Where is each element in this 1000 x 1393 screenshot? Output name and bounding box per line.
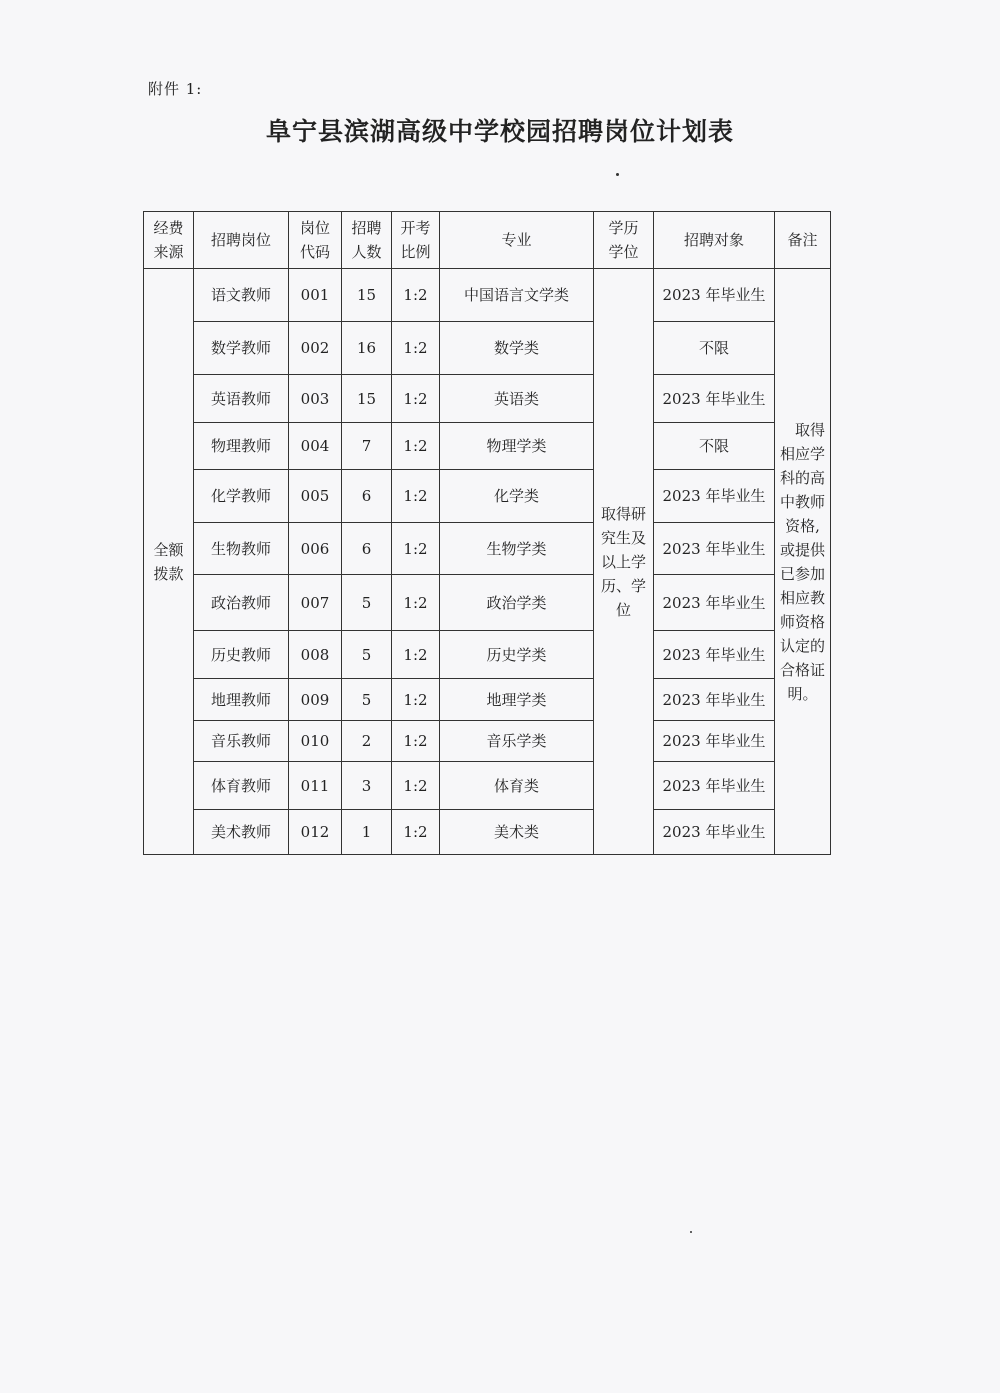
post-cell: 体育教师 (194, 762, 289, 810)
table-row (144, 631, 831, 679)
table-row (144, 523, 831, 575)
code-cell: 005 (289, 470, 342, 523)
major-cell: 历史学类 (440, 631, 594, 679)
target-cell: 2023 年毕业生 (654, 269, 775, 322)
table-row (144, 721, 831, 762)
table-row (144, 423, 831, 470)
code-cell: 004 (289, 423, 342, 470)
ratio-cell: 1:2 (392, 269, 440, 322)
ratio-cell: 1:2 (392, 810, 440, 855)
ratio-cell: 1:2 (392, 575, 440, 631)
target-cell: 2023 年毕业生 (654, 721, 775, 762)
table-row (144, 322, 831, 375)
code-cell: 003 (289, 375, 342, 423)
code-cell: 008 (289, 631, 342, 679)
code-cell: 002 (289, 322, 342, 375)
target-cell: 2023 年毕业生 (654, 375, 775, 423)
count-cell: 6 (342, 470, 392, 523)
count-cell: 3 (342, 762, 392, 810)
count-cell: 7 (342, 423, 392, 470)
target-cell: 2023 年毕业生 (654, 679, 775, 721)
ratio-cell: 1:2 (392, 721, 440, 762)
note-cell: 取得 相应学 科的高 中教师 资格, 或提供 已参加 相应教 师资格 认定的 合格证 明。 (775, 269, 831, 855)
major-cell: 中国语言文学类 (440, 269, 594, 322)
count-cell: 1 (342, 810, 392, 855)
post-cell: 语文教师 (194, 269, 289, 322)
table-row (144, 810, 831, 855)
post-cell: 物理教师 (194, 423, 289, 470)
count-cell: 5 (342, 631, 392, 679)
header-count: 招聘 人数 (342, 212, 392, 269)
major-cell: 数学类 (440, 322, 594, 375)
count-cell: 2 (342, 721, 392, 762)
post-cell: 生物教师 (194, 523, 289, 575)
major-cell: 生物学类 (440, 523, 594, 575)
major-cell: 物理学类 (440, 423, 594, 470)
code-cell: 006 (289, 523, 342, 575)
target-cell: 2023 年毕业生 (654, 470, 775, 523)
code-cell: 012 (289, 810, 342, 855)
post-cell: 数学教师 (194, 322, 289, 375)
post-cell: 政治教师 (194, 575, 289, 631)
count-cell: 5 (342, 679, 392, 721)
major-cell: 美术类 (440, 810, 594, 855)
scan-speck (690, 1231, 692, 1233)
post-cell: 美术教师 (194, 810, 289, 855)
header-education: 学历 学位 (594, 212, 654, 269)
target-cell: 2023 年毕业生 (654, 523, 775, 575)
target-cell: 2023 年毕业生 (654, 575, 775, 631)
ratio-cell: 1:2 (392, 423, 440, 470)
ratio-cell: 1:2 (392, 679, 440, 721)
education-cell: 取得研 究生及 以上学 历、学 位 (594, 269, 654, 855)
table-row (144, 679, 831, 721)
major-cell: 政治学类 (440, 575, 594, 631)
code-cell: 011 (289, 762, 342, 810)
target-cell: 不限 (654, 423, 775, 470)
count-cell: 6 (342, 523, 392, 575)
target-cell: 2023 年毕业生 (654, 762, 775, 810)
major-cell: 化学类 (440, 470, 594, 523)
header-funding: 经费 来源 (144, 212, 194, 269)
post-cell: 英语教师 (194, 375, 289, 423)
table-row (144, 575, 831, 631)
count-cell: 5 (342, 575, 392, 631)
ratio-cell: 1:2 (392, 523, 440, 575)
scan-speck (616, 173, 619, 176)
funding-cell: 全额 拨款 (144, 269, 194, 855)
major-cell: 地理学类 (440, 679, 594, 721)
ratio-cell: 1:2 (392, 322, 440, 375)
table-header-row (144, 212, 831, 269)
code-cell: 001 (289, 269, 342, 322)
header-note: 备注 (775, 212, 831, 269)
major-cell: 音乐学类 (440, 721, 594, 762)
header-ratio: 开考 比例 (392, 212, 440, 269)
post-cell: 地理教师 (194, 679, 289, 721)
post-cell: 音乐教师 (194, 721, 289, 762)
major-cell: 体育类 (440, 762, 594, 810)
table-row (144, 470, 831, 523)
target-cell: 2023 年毕业生 (654, 631, 775, 679)
page-title: 阜宁县滨湖高级中学校园招聘岗位计划表 (265, 117, 734, 146)
count-cell: 15 (342, 375, 392, 423)
code-cell: 010 (289, 721, 342, 762)
major-cell: 英语类 (440, 375, 594, 423)
ratio-cell: 1:2 (392, 470, 440, 523)
ratio-cell: 1:2 (392, 375, 440, 423)
post-cell: 化学教师 (194, 470, 289, 523)
table-row (144, 375, 831, 423)
ratio-cell: 1:2 (392, 762, 440, 810)
code-cell: 007 (289, 575, 342, 631)
header-target: 招聘对象 (654, 212, 775, 269)
count-cell: 15 (342, 269, 392, 322)
target-cell: 不限 (654, 322, 775, 375)
header-major: 专业 (440, 212, 594, 269)
attachment-label: 附件 1: (148, 80, 203, 98)
count-cell: 16 (342, 322, 392, 375)
header-post: 招聘岗位 (194, 212, 289, 269)
post-cell: 历史教师 (194, 631, 289, 679)
table-row (144, 762, 831, 810)
target-cell: 2023 年毕业生 (654, 810, 775, 855)
table-row (144, 269, 831, 322)
code-cell: 009 (289, 679, 342, 721)
recruitment-plan-table (143, 211, 831, 855)
ratio-cell: 1:2 (392, 631, 440, 679)
header-code: 岗位 代码 (289, 212, 342, 269)
